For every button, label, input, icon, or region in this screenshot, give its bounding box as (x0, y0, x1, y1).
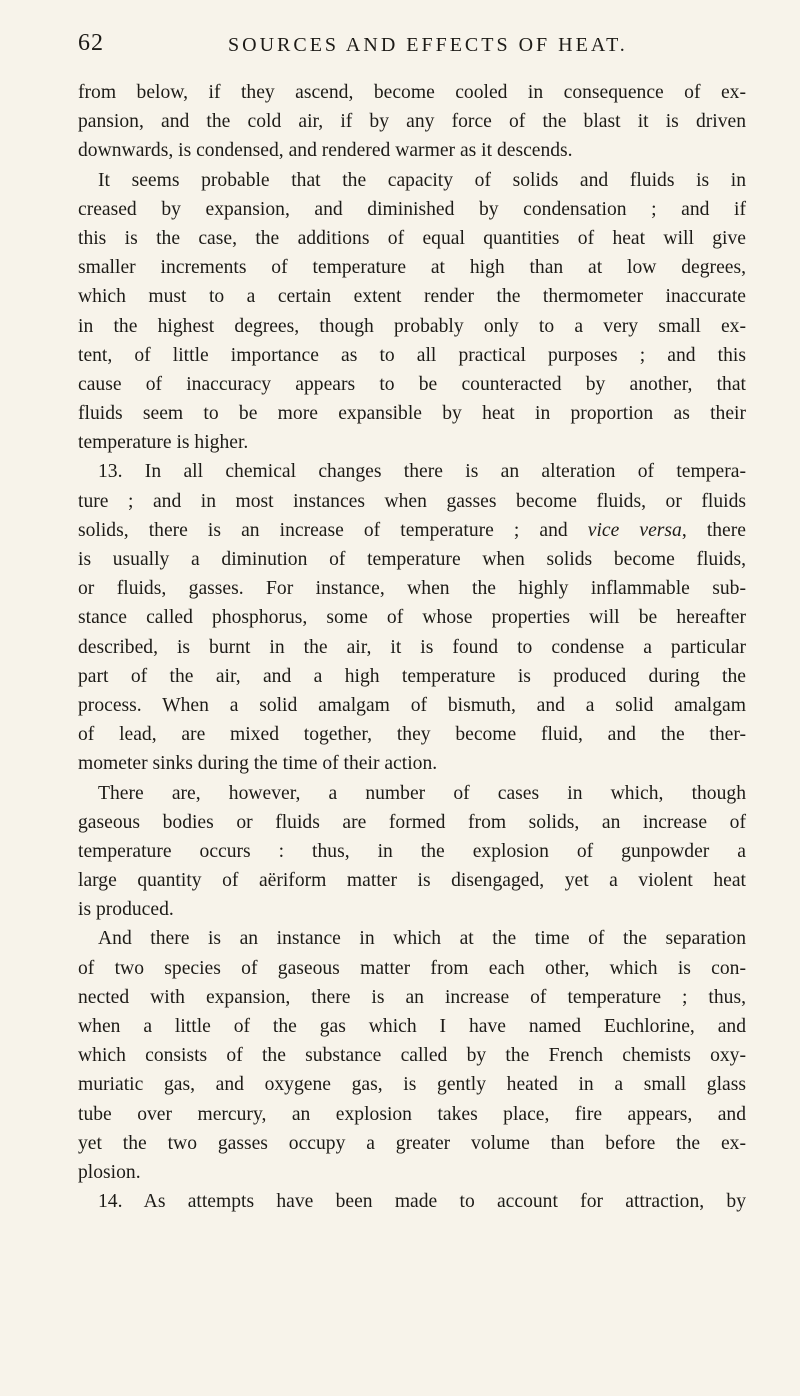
text-line: described, is burnt in the air, it is found to condense a particular (78, 636, 746, 658)
text-line: which consists of the substance called by the French chemists oxy- (78, 1045, 746, 1067)
text-line: smaller increments of temperature at high than at low degrees, (78, 257, 746, 279)
text-line: And there is an instance in which at the time of the separation (98, 928, 746, 950)
text-line: downwards, is condensed, and rendered warmer as it descends. (78, 140, 573, 162)
text-line: in the highest degrees, though probably only to a very small ex- (78, 315, 746, 337)
text-line: muriatic gas, and oxygene gas, is gently heated in a small glass (78, 1074, 746, 1096)
text-line: mometer sinks during the time of their action. (78, 753, 438, 775)
text-line: tent, of little importance as to all practical purposes ; and this (78, 344, 746, 366)
page-number: 62 (78, 30, 104, 56)
text-line: ture ; and in most instances when gasses become fluids, or fluids (78, 490, 746, 512)
text-line: nected with expansion, there is an increase of temperature ; thus, (78, 986, 746, 1008)
text-line: tube over mercury, an explosion takes place, fire appears, and (78, 1103, 746, 1125)
italic-phrase: vice versa (587, 519, 682, 541)
text-line: when a little of the gas which I have named Euchlorine, and (78, 1016, 746, 1037)
text-line: pansion, and the cold air, if by any force of the blast it is driven (78, 111, 746, 133)
text-line: process. When a solid amalgam of bismuth, and a solid amalgam (78, 694, 746, 716)
text-line: large quantity of aëriform matter is disengaged, yet a violent heat (78, 870, 746, 892)
text-line: cause of inaccuracy appears to be counteracted by another, that (78, 373, 746, 395)
text-segment: , there (681, 519, 746, 541)
text-line: is usually a diminution of temperature when solids become fluids, (78, 549, 746, 570)
text-line: plosion. (78, 1161, 141, 1183)
text-line: of two species of gaseous matter from each other, which is con- (78, 957, 746, 979)
text-line: of lead, are mixed together, they become fluid, and the ther- (78, 724, 746, 746)
text-line-mixed (78, 516, 746, 545)
page-header (78, 30, 728, 66)
text-line: There are, however, a number of cases in which, though (98, 782, 746, 804)
text-line: gaseous bodies or fluids are formed from solids, an increase of (78, 811, 746, 833)
text-line: temperature is higher. (78, 432, 249, 454)
text-line: fluids seem to be more expansible by heat in proportion as their (78, 403, 746, 425)
running-head: SOURCES AND EFFECTS OF HEAT. (228, 34, 628, 56)
text-line: which must to a certain extent render the thermometer inaccurate (78, 286, 746, 308)
text-line: this is the case, the additions of equal quantities of heat will give (78, 227, 746, 249)
text-line: It seems probable that the capacity of solids and fluids is in (98, 169, 746, 191)
text-line: or fluids, gasses. For instance, when the highly inflammable sub- (78, 578, 746, 600)
text-line: 14. As attempts have been made to account for attraction, by (98, 1191, 746, 1213)
text-line: 13. In all chemical changes there is an alteration of tempera- (98, 461, 746, 483)
text-line: from below, if they ascend, become cooled in consequence of ex- (78, 82, 746, 103)
text-line: stance called phosphorus, some of whose properties will be hereafter (78, 607, 746, 629)
text-segment: solids, there is an increase of temperature ; and (78, 519, 568, 541)
text-line: temperature occurs : thus, in the explosion of gunpowder a (78, 840, 746, 862)
body-text (78, 78, 746, 1216)
text-line: yet the two gasses occupy a greater volume than before the ex- (78, 1132, 746, 1154)
text-line: creased by expansion, and diminished by condensation ; and if (78, 198, 746, 220)
text-line: part of the air, and a high temperature is produced during the (78, 665, 746, 687)
text-line: is produced. (78, 899, 174, 921)
